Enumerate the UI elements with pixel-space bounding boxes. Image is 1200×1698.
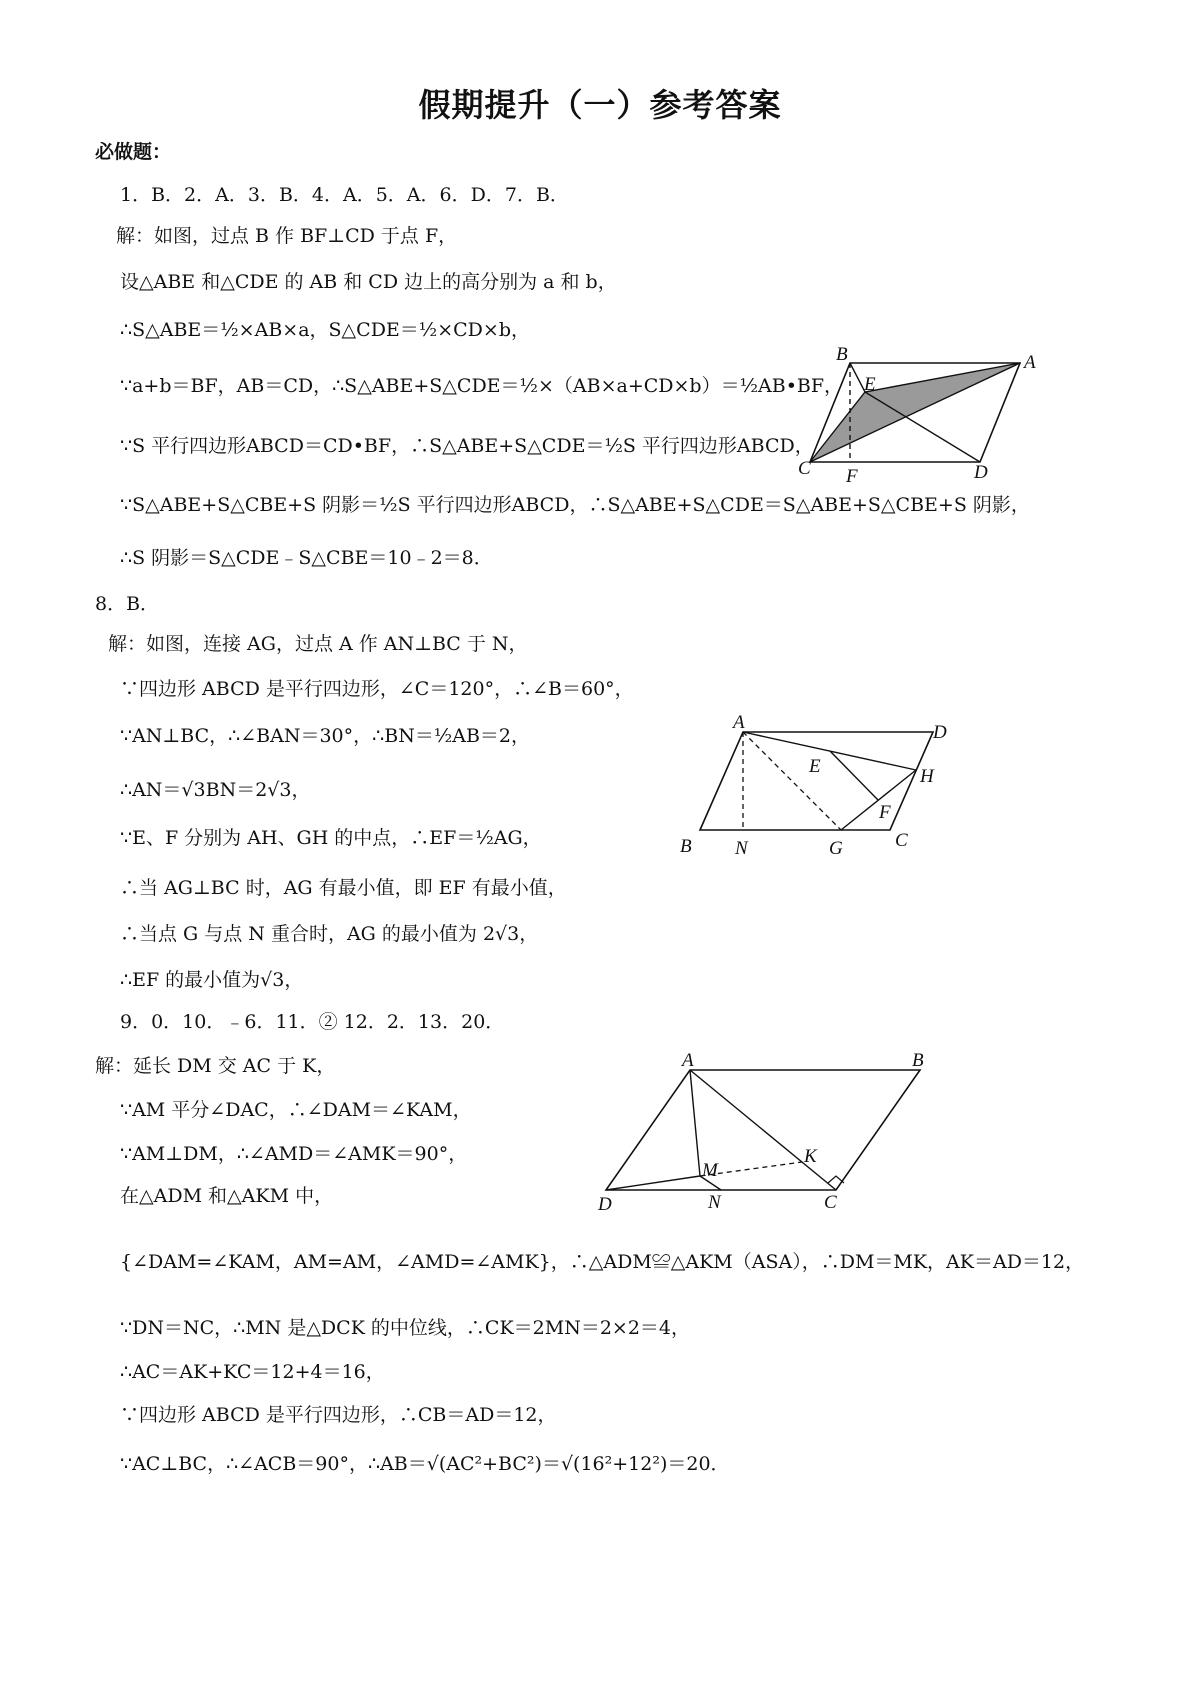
solution-line: {∠DAM=∠KAM，AM=AM，∠AMD=∠AMK}，∴△ADM≌△AKM（ASA），∴DM＝MK，AK＝AD＝12， <box>120 1251 1085 1273</box>
solution-line: ∵DN＝NC，∴MN 是△DCK 的中位线，∴CK＝2MN＝2×2＝4， <box>120 1317 691 1339</box>
label-n: N <box>708 1192 721 1213</box>
solution-line: ∵AM 平分∠DAC，∴∠DAM＝∠KAM， <box>120 1099 472 1121</box>
label-d: D <box>598 1194 612 1215</box>
label-f: F <box>846 466 858 487</box>
label-a: A <box>733 712 745 733</box>
segment-ah <box>743 732 916 770</box>
label-a: A <box>682 1050 694 1071</box>
label-k: K <box>804 1146 817 1167</box>
label-h: H <box>920 766 934 787</box>
figure-parallelogram-bisector <box>590 1048 940 1218</box>
solution-line: 解：如图，过点 B 作 BF⊥CD 于点 F， <box>116 225 458 247</box>
solution-line: 在△ADM 和△AKM 中， <box>120 1185 334 1207</box>
solution-line: ∴AC＝AK+KC＝12+4＝16， <box>120 1361 385 1383</box>
solution-line: ∵AM⊥DM，∴∠AMD＝∠AMK＝90°， <box>120 1143 468 1165</box>
label-a: A <box>1024 352 1036 373</box>
label-b: B <box>680 836 692 857</box>
segment-dm <box>606 1176 700 1190</box>
solution-line: ∴当 AG⊥BC 时，AG 有最小值，即 EF 有最小值， <box>120 877 567 899</box>
answer-line: 8．B． <box>95 593 160 615</box>
parallelogram-outline <box>700 732 933 830</box>
label-d: D <box>933 722 947 743</box>
label-e: E <box>864 374 876 395</box>
label-g: G <box>829 838 843 859</box>
answer-line: 1．B．2．A．3．B．4．A．5．A．6．D．7．B． <box>120 184 569 206</box>
solution-line: ∵S△ABE+S△CBE+S 阴影＝½S 平行四边形ABCD，∴S△ABE+S△CDE＝S△ABE+S△CBE+S 阴影， <box>120 494 1030 516</box>
segment-ef <box>830 751 878 800</box>
solution-line: ∵E、F 分别为 AH、GH 的中点，∴EF＝½AG， <box>120 827 542 849</box>
solution-line: ∵四边形 ABCD 是平行四边形，∠C＝120°，∴∠B＝60°， <box>120 678 634 700</box>
segment-ag <box>743 732 841 830</box>
label-c: C <box>824 1192 837 1213</box>
solution-line: ∴S 阴影＝S△CDE﹣S△CBE＝10﹣2＝8． <box>120 547 493 569</box>
label-c: C <box>798 458 811 479</box>
page-title: 假期提升（一）参考答案 <box>418 86 782 124</box>
solution-line: ∴S△ABE＝½×AB×a，S△CDE＝½×CD×b， <box>120 319 530 341</box>
figure-parallelogram-midpoints <box>675 710 965 860</box>
segment-be <box>850 363 865 392</box>
label-m: M <box>702 1160 718 1181</box>
solution-line: ∴EF 的最小值为√3， <box>120 969 304 991</box>
solution-line: 设△ABE 和△CDE 的 AB 和 CD 边上的高分别为 a 和 b， <box>120 271 617 293</box>
figure-parallelogram-shaded <box>790 340 1050 490</box>
solution-line: 解：如图，连接 AG，过点 A 作 AN⊥BC 于 N， <box>108 633 528 655</box>
solution-line: ∴当点 G 与点 N 重合时，AG 的最小值为 2√3， <box>120 923 539 945</box>
solution-line: ∴AN＝√3BN＝2√3， <box>120 779 311 801</box>
solution-line: ∵a+b＝BF，AB＝CD，∴S△ABE+S△CDE＝½×（AB×a+CD×b）＝½AB•BF， <box>120 375 844 397</box>
shaded-triangle <box>810 363 1020 462</box>
label-b: B <box>836 344 848 365</box>
label-d: D <box>974 462 988 483</box>
solution-line: 解：延长 DM 交 AC 于 K， <box>95 1055 336 1077</box>
label-f: F <box>879 802 891 823</box>
label-c: C <box>895 830 908 851</box>
label-n: N <box>735 838 748 859</box>
segment-am <box>690 1070 700 1176</box>
solution-line: ∵AN⊥BC，∴∠BAN＝30°，∴BN＝½AB＝2， <box>120 725 531 747</box>
section-heading: 必做题： <box>95 141 172 163</box>
label-e: E <box>809 756 821 777</box>
label-b: B <box>912 1050 924 1071</box>
answer-line: 9．0．10．﹣6．11．② 12．2．13．20． <box>120 1011 505 1033</box>
solution-line: ∵四边形 ABCD 是平行四边形，∴CB＝AD＝12， <box>120 1404 557 1426</box>
solution-line: ∵S 平行四边形ABCD＝CD•BF，∴S△ABE+S△CDE＝½S 平行四边形ABCD， <box>120 435 814 457</box>
solution-line: ∵AC⊥BC，∴∠ACB＝90°，∴AB＝√(AC²+BC²)＝√(16²+12²)＝20． <box>120 1453 730 1475</box>
